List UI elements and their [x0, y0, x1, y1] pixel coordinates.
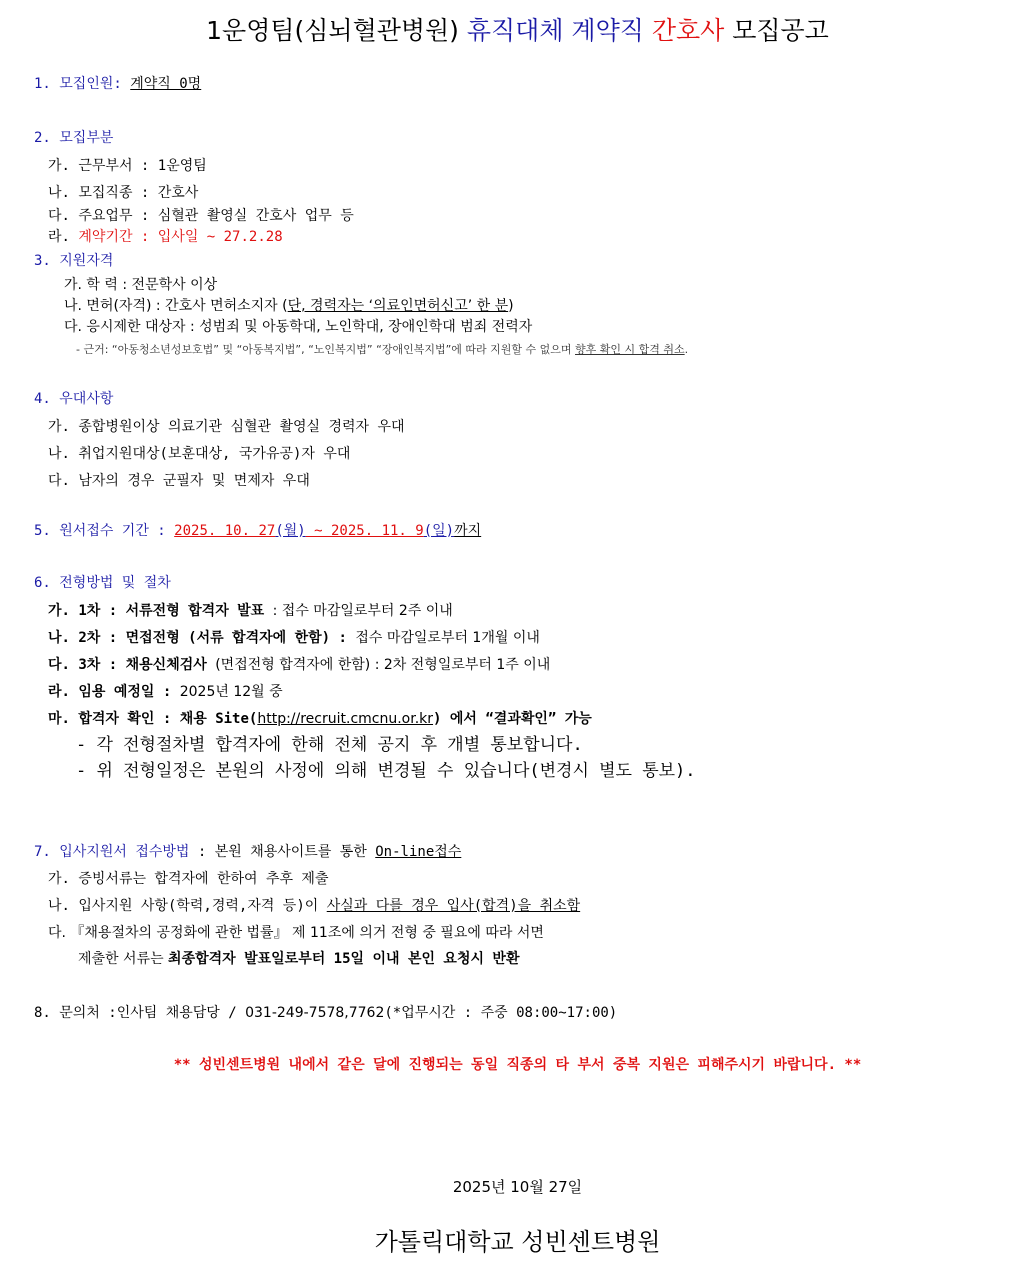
- section-3-item-da: 다. 응시제한 대상자 : 성범죄 및 아동학대, 노인학대, 장애인학대 범죄 전력자: [64, 319, 533, 335]
- section-3-note-underlined: 향후 확인 시 합격 취소: [575, 343, 685, 356]
- section-7-item-na: [48, 897, 580, 915]
- section-4-item-na: 나. 취업지원대상(보훈대상, 국가유공)자 우대: [48, 446, 351, 462]
- start-date: 2025. 10. 27: [174, 523, 276, 539]
- recruit-site-link[interactable]: http://recruit.cmcnu.or.kr: [257, 711, 434, 727]
- title-part4: 모집공고: [724, 16, 829, 45]
- section-2-item-na: 나. 모집직종 : 간호사: [48, 185, 199, 201]
- section-8-label: 8. 문의처 :: [34, 1005, 117, 1021]
- business-hours: (*업무시간 : 주중 08:00~17:00): [384, 1005, 618, 1021]
- section-7-item-na-underlined: 사실과 다를 경우 입사(합격)을 취소함: [326, 898, 581, 914]
- section-1-value: 계약직 0명: [130, 76, 202, 92]
- section-6-note-2: - 위 전형일정은 본원의 사정에 의해 변경될 수 있습니다(변경시 별도 통보).: [76, 761, 696, 781]
- announcement-date: 2025년 10월 27일: [452, 1178, 583, 1196]
- section-1: [34, 75, 201, 93]
- section-6-item-na-rest: 접수 마감일로부터 1개월 이내: [355, 630, 540, 646]
- section-3-item-ga: 가. 학 력 : 전문학사 이상: [64, 277, 218, 293]
- online-apply: On-line접수: [375, 844, 462, 860]
- section-6-item-ma: [48, 710, 592, 728]
- contact-phone: 031-249-7578,7762: [245, 1005, 385, 1021]
- section-3-note-prefix: - 근거: “아동청소년성보호법” 및 “아동복지법”, “노인복지법” “장애인복지법”에 따라 지원할 수 없으며: [76, 343, 576, 356]
- section-6-item-ga-rest: : 접수 마감일로부터 2주 이내: [272, 603, 453, 619]
- section-7-item-na-prefix: 나. 입사지원 사항(학력,경력,자격 등)이: [48, 898, 327, 914]
- section-2-item-da: 다. 주요업무 : 심혈관 촬영실 간호사 업무 등: [48, 208, 354, 224]
- section-4-item-da: 다. 남자의 경우 군필자 및 면제자 우대: [48, 473, 310, 489]
- section-6-item-da-rest: (면접전형 합격자에 한함) : 2차 전형일로부터 1주 이내: [215, 657, 551, 673]
- section-7: [34, 843, 461, 861]
- section-8-value: 인사팀 채용담당 /: [116, 1005, 246, 1021]
- section-2-item-ra: [48, 228, 283, 246]
- title-part2: 휴직대체 계약직: [466, 16, 652, 45]
- section-3-note-suffix: .: [684, 343, 689, 356]
- section-6-item-ma-bold: 마. 합격자 확인 : 채용 Site(: [48, 711, 258, 727]
- date-separator: ~: [305, 523, 331, 539]
- section-4-heading: 4. 우대사항: [34, 391, 114, 407]
- section-7-item-da-prefix: 제출한 서류는: [78, 951, 169, 967]
- section-6-note-1: - 각 전형절차별 합격자에 한해 전체 공지 후 개별 통보합니다.: [76, 735, 583, 755]
- section-2-item-ga: 가. 근무부서 : 1운영팀: [48, 158, 207, 174]
- section-3-item-na: [64, 297, 514, 315]
- section-6-item-ga: [48, 602, 453, 620]
- section-3-item-na-prefix: 나. 면허(자격) : 간호사 면허소지자 (: [64, 298, 288, 314]
- section-3-item-na-suffix: ): [508, 298, 514, 314]
- section-6-item-ra: [48, 683, 283, 701]
- section-7-item-ga: 가. 증빙서류는 합격자에 한하여 추후 제출: [48, 871, 329, 887]
- start-weekday: (월): [275, 523, 306, 539]
- end-date: 2025. 11. 9: [331, 523, 424, 539]
- contract-period: 계약기간 : 입사일 ~ 27.2.28: [78, 229, 283, 245]
- section-6-item-ra-bold: 라. 임용 예정일 :: [48, 684, 180, 700]
- section-6-item-da-bold: 다. 3차 : 채용신체검사: [48, 657, 216, 673]
- section-6-item-ma-suffix: ) 에서 “결과확인” 가능: [433, 711, 592, 727]
- title-part3: 간호사: [651, 16, 725, 45]
- section-7-heading-rest: : 본원 채용사이트를 통한: [189, 844, 376, 860]
- section-3-heading: 3. 지원자격: [34, 253, 114, 269]
- section-7-item-da-bold: 최종합격자 발표일로부터 15일 이내 본인 요청시 반환: [168, 951, 520, 967]
- section-7-item-da-line2: [78, 950, 519, 968]
- section-2-heading: 2. 모집부분: [34, 130, 114, 146]
- organization-name: 가톨릭대학교 성빈센트병원: [374, 1228, 661, 1256]
- section-7-item-da-line1: 다. 『채용절차의 공정화에 관한 법률』 제 11조에 의거 전형 중 필요에 따라 서면: [48, 925, 544, 941]
- section-5-label: 5. 원서접수 기간 :: [34, 523, 175, 539]
- section-4-item-ga: 가. 종합병원이상 의료기관 심혈관 촬영실 경력자 우대: [48, 419, 405, 435]
- title-part1: 1운영팀(심뇌혈관병원): [206, 16, 467, 45]
- section-6-heading: 6. 전형방법 및 절차: [34, 575, 171, 591]
- section-5: [34, 522, 481, 540]
- section-6-item-da: [48, 656, 550, 674]
- section-5-suffix: 까지: [454, 523, 482, 539]
- section-6-item-ga-bold: 가. 1차 : 서류전형 합격자 발표: [48, 603, 273, 619]
- section-3-note: [76, 341, 688, 359]
- page-title: [0, 14, 1035, 48]
- section-1-label: 1. 모집인원:: [34, 76, 131, 92]
- section-6-item-na: [48, 629, 540, 647]
- section-2-item-ra-prefix: 라.: [48, 229, 79, 245]
- section-6-item-na-bold: 나. 2차 : 면접전형 (서류 합격자에 한함) :: [48, 630, 356, 646]
- section-7-heading: 7. 입사지원서 접수방법: [34, 844, 190, 860]
- end-weekday: (일): [423, 523, 455, 539]
- section-6-item-ra-rest: 2025년 12월 중: [179, 684, 283, 700]
- section-3-item-na-underlined: 단, 경력자는 ‘의료인면허신고’ 한 분: [287, 298, 509, 314]
- section-8: [34, 1004, 617, 1022]
- duplicate-application-notice: ** 성빈센트병원 내에서 같은 달에 진행되는 동일 직종의 타 부서 중복 지원은 피해주시기 바랍니다. **: [173, 1057, 862, 1073]
